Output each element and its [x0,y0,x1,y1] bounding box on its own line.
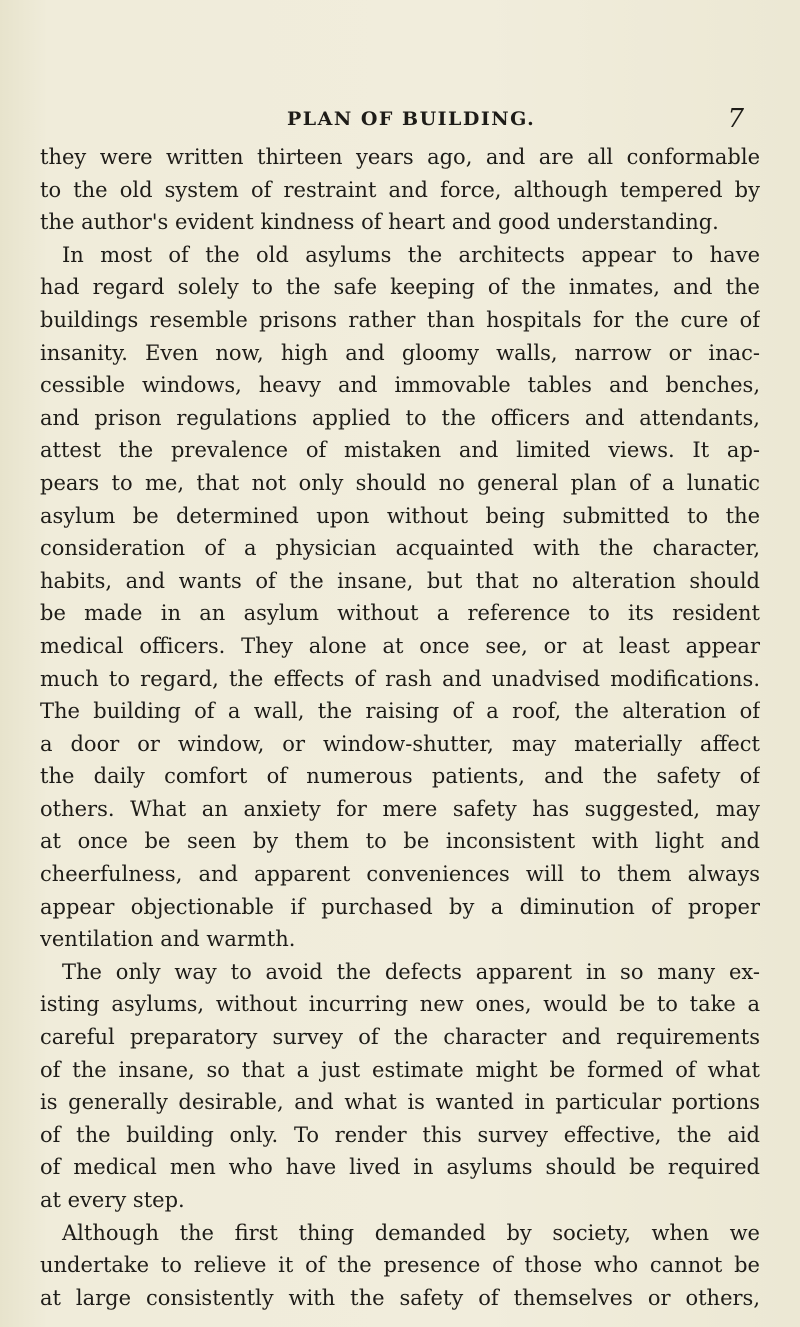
text-line: In most of the old asylums the architects appear to have [62,242,760,267]
text-line: at once be seen by them to be inconsistent with light and [40,829,760,854]
text-line: undertake to relieve it of the presence of those who cannot be [40,1253,760,1278]
text-line: consideration of a physician acquainted with the character, [40,536,760,561]
text-line: isting asylums, without incurring new ones, would be to take a [40,992,760,1017]
running-head-title: PLAN OF BUILDING. [287,108,536,130]
text-line: of the building only. To render this survey effective, the aid [40,1122,760,1147]
text-line: and prison regulations applied to the officers and attendants, [40,405,760,430]
text-line: of the insane, so that a just estimate might be formed of what [40,1057,760,1082]
text-line: medical officers. They alone at once see, or at least appear [40,633,760,658]
text-line: is generally desirable, and what is wanted in particular portions [40,1090,760,1115]
text-line: of medical men who have lived in asylums should be required [40,1155,760,1180]
text-line: others. What an anxiety for mere safety has suggested, may [40,796,760,821]
text-line: asylum be determined upon without being submitted to the [40,503,760,528]
text-line: the daily comfort of numerous patients, and the safety of [40,764,760,789]
text-line: The only way to avoid the defects apparent in so many ex- [62,959,760,984]
text-line: attest the prevalence of mistaken and limited views. It ap- [40,438,760,463]
text-line: pears to me, that not only should no general plan of a lunatic [40,470,760,495]
text-line: had regard solely to the safe keeping of the inmates, and the [40,275,760,300]
text-line: buildings resemble prisons rather than hospitals for the cure of [40,307,760,332]
text-line: appear objectionable if purchased by a diminution of proper [40,894,760,919]
text-line: Although the first thing demanded by society, when we [62,1220,760,1245]
text-line: habits, and wants of the insane, but that no alteration should [40,568,760,593]
text-line: ventilation and warmth. [40,927,296,952]
text-line: much to regard, the effects of rash and unadvised modifications. [40,666,760,691]
text-line: at large consistently with the safety of themselves or others, [40,1285,760,1310]
running-head [40,104,760,134]
text-line: be made in an asylum without a reference to its resident [40,601,760,626]
text-line: a door or window, or window-shutter, may materially affect [40,731,760,756]
text-line: the author's evident kindness of heart and good understanding. [40,210,719,235]
text-line: to the old system of restraint and force, although tempered by [40,177,760,202]
text-line: at every step. [40,1188,185,1212]
text-line: The building of a wall, the raising of a roof, the alteration of [40,699,760,724]
text-line: they were written thirteen years ago, and are all conformable [40,145,760,169]
page-number: 7 [727,104,744,134]
text-line: careful preparatory survey of the character and requirements [40,1025,760,1050]
text-line: insanity. Even now, high and gloomy walls, narrow or inac- [40,340,760,365]
text-line: cheerfulness, and apparent conveniences will to them always [40,862,760,887]
text-line: cessible windows, heavy and immovable tables and benches, [40,373,760,398]
body-text [40,141,760,1314]
